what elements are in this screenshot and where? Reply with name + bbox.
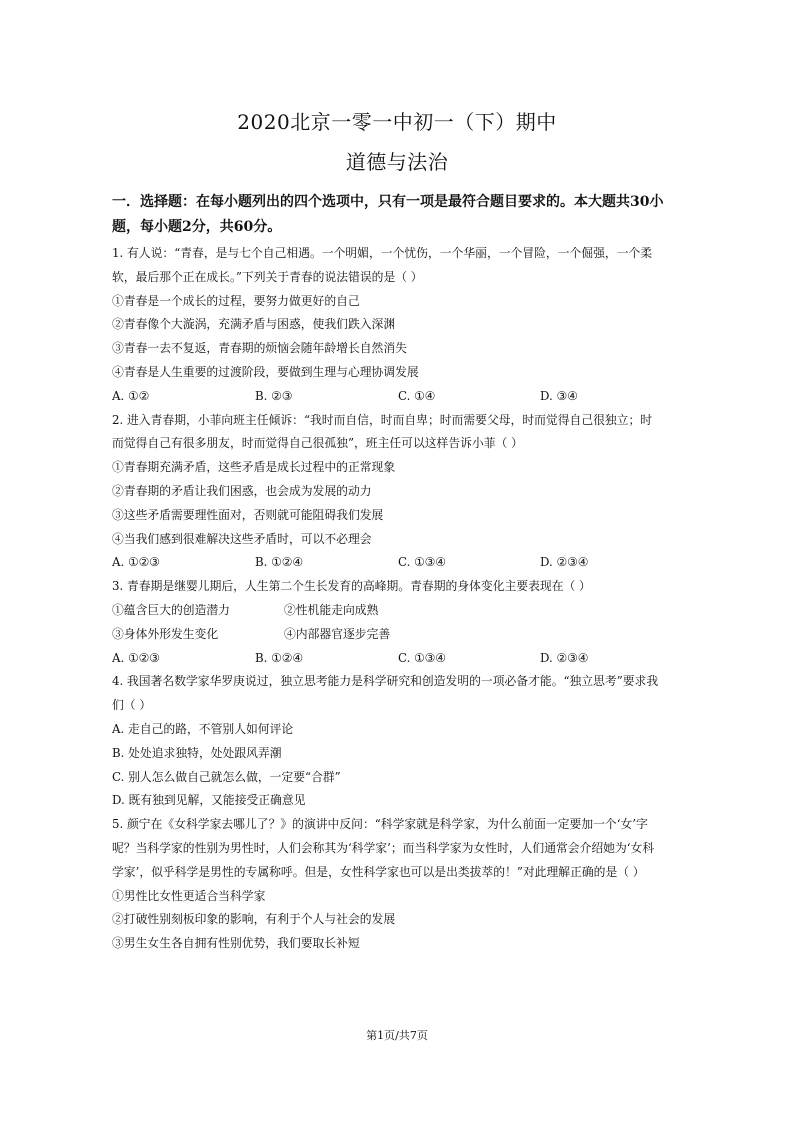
option-b: B. ①②④ — [255, 650, 303, 665]
question-stem-line: 1. 有人说：“青春，是与七个自己相遇。一个明媚，一个忧伤，一个华丽，一个冒险，一个倔强，一个柔 — [112, 246, 653, 260]
question-stem-line: 而觉得自己有很多朋友，时而觉得自己很孤独”，班主任可以这样告诉小菲（ ） — [112, 436, 523, 451]
question-stem-line: 们（ ） — [112, 698, 152, 713]
statement: ③身体外形发生变化 — [112, 626, 219, 641]
question-3 — [112, 575, 692, 670]
subject-title: 道德与法治 — [345, 150, 449, 174]
statement: ④当我们感到很难解决这些矛盾时，可以不必理会 — [112, 531, 372, 546]
option-b: B. 处处追求独特，处处跟风弄潮 — [112, 745, 282, 760]
option-a: A. 走自己的路，不管别人如何评论 — [112, 721, 294, 736]
option-c: C. ①③④ — [398, 555, 446, 570]
option-a: A. ①②③ — [112, 555, 160, 570]
statement: ①蕴含巨大的创造潜力 — [112, 602, 230, 617]
question-stem-line: 3. 青春期是继婴儿期后，人生第二个生长发育的高峰期。青春期的身体变化主要表现在（ ） — [112, 579, 591, 594]
question-stem-line: 2. 进入青春期，小菲向班主任倾诉：“我时而自信，时而自卑；时而需要父母，时而觉得自己很独立；时 — [112, 412, 653, 427]
statement: ①青春是一个成长的过程，要努力做更好的自己 — [112, 293, 360, 308]
statement: ②青春像个大漩涡，充满矛盾与困惑，使我们跌入深渊 — [112, 317, 396, 332]
statement: ②打破性别刻板印象的影响，有利于个人与社会的发展 — [112, 912, 396, 927]
statement: ③男生女生各自拥有性别优势，我们要取长补短 — [112, 936, 360, 951]
option-d: D. ②③④ — [540, 555, 589, 570]
option-c: C. ①③④ — [398, 650, 446, 665]
option-d: D. ②③④ — [540, 650, 589, 665]
option-c: C. ①④ — [398, 388, 436, 403]
answer-options — [112, 551, 692, 575]
option-a: A. ①② — [112, 388, 150, 403]
statement: ①男性比女性更适合当科学家 — [112, 888, 266, 903]
option-d: D. ③④ — [540, 388, 578, 403]
answer-options — [112, 385, 692, 409]
question-stem-line: 学家’，似乎科学是男性的专属称呼。但是，女性科学家也可以是出类拔萃的！”对此理解正确的是（ ） — [112, 864, 645, 879]
statement: ③青春一去不复返，青春期的烦恼会随年龄增长自然消失 — [112, 341, 407, 356]
statement-pair — [112, 599, 692, 623]
statement: ④青春是人生重要的过渡阶段，要做到生理与心理协调发展 — [112, 364, 419, 379]
exam-title: 2020北京一零一中初一（下）期中 — [237, 110, 557, 134]
answer-options — [112, 647, 692, 671]
question-stem-line: 5. 颜宁在《女科学家去哪儿了？》的演讲中反问：“科学家就是科学家，为什么前面一定要加一个‘女’字 — [112, 817, 648, 832]
statement-pair — [112, 623, 692, 647]
option-a: A. ①②③ — [112, 650, 160, 665]
statement: ①青春期充满矛盾，这些矛盾是成长过程中的正常现象 — [112, 460, 396, 475]
section-heading: 一．选择题：在每小题列出的四个选项中，只有一项是最符合题目要求的。本大题共30小题，每小题2分，共60分。 — [112, 194, 664, 235]
question-stem-line: 4. 我国著名数学家华罗庚说过，独立思考能力是科学研究和创造发明的一项必备才能。“独立思考”要求我 — [112, 674, 659, 689]
question-stem-line: 软，最后那个正在成长。”下列关于青春的说法错误的是（ ） — [112, 269, 423, 284]
statement: ②性机能走向成熟 — [284, 602, 379, 617]
statement: ②青春期的矛盾让我们困惑，也会成为发展的动力 — [112, 483, 372, 498]
questions-container — [112, 242, 692, 956]
option-c: C. 别人怎么做自己就怎么做，一定要“合群” — [112, 769, 341, 784]
option-b: B. ②③ — [255, 388, 293, 403]
question-2 — [112, 409, 692, 576]
page-number: 第1页/共7页 — [366, 1029, 428, 1042]
question-4 — [112, 670, 692, 813]
option-d: D. 既有独到见解，又能接受正确意见 — [112, 793, 306, 808]
question-5 — [112, 813, 692, 956]
question-1 — [112, 242, 692, 409]
option-b: B. ①②④ — [255, 555, 303, 570]
statement: ③这些矛盾需要理性面对，否则就可能阻碍我们发展 — [112, 507, 384, 522]
question-stem-line: 呢？当科学家的性别为男性时，人们会称其为‘科学家’；而当科学家为女性时，人们通常会介绍她为‘女科 — [112, 840, 655, 855]
statement: ④内部器官逐步完善 — [284, 626, 391, 641]
